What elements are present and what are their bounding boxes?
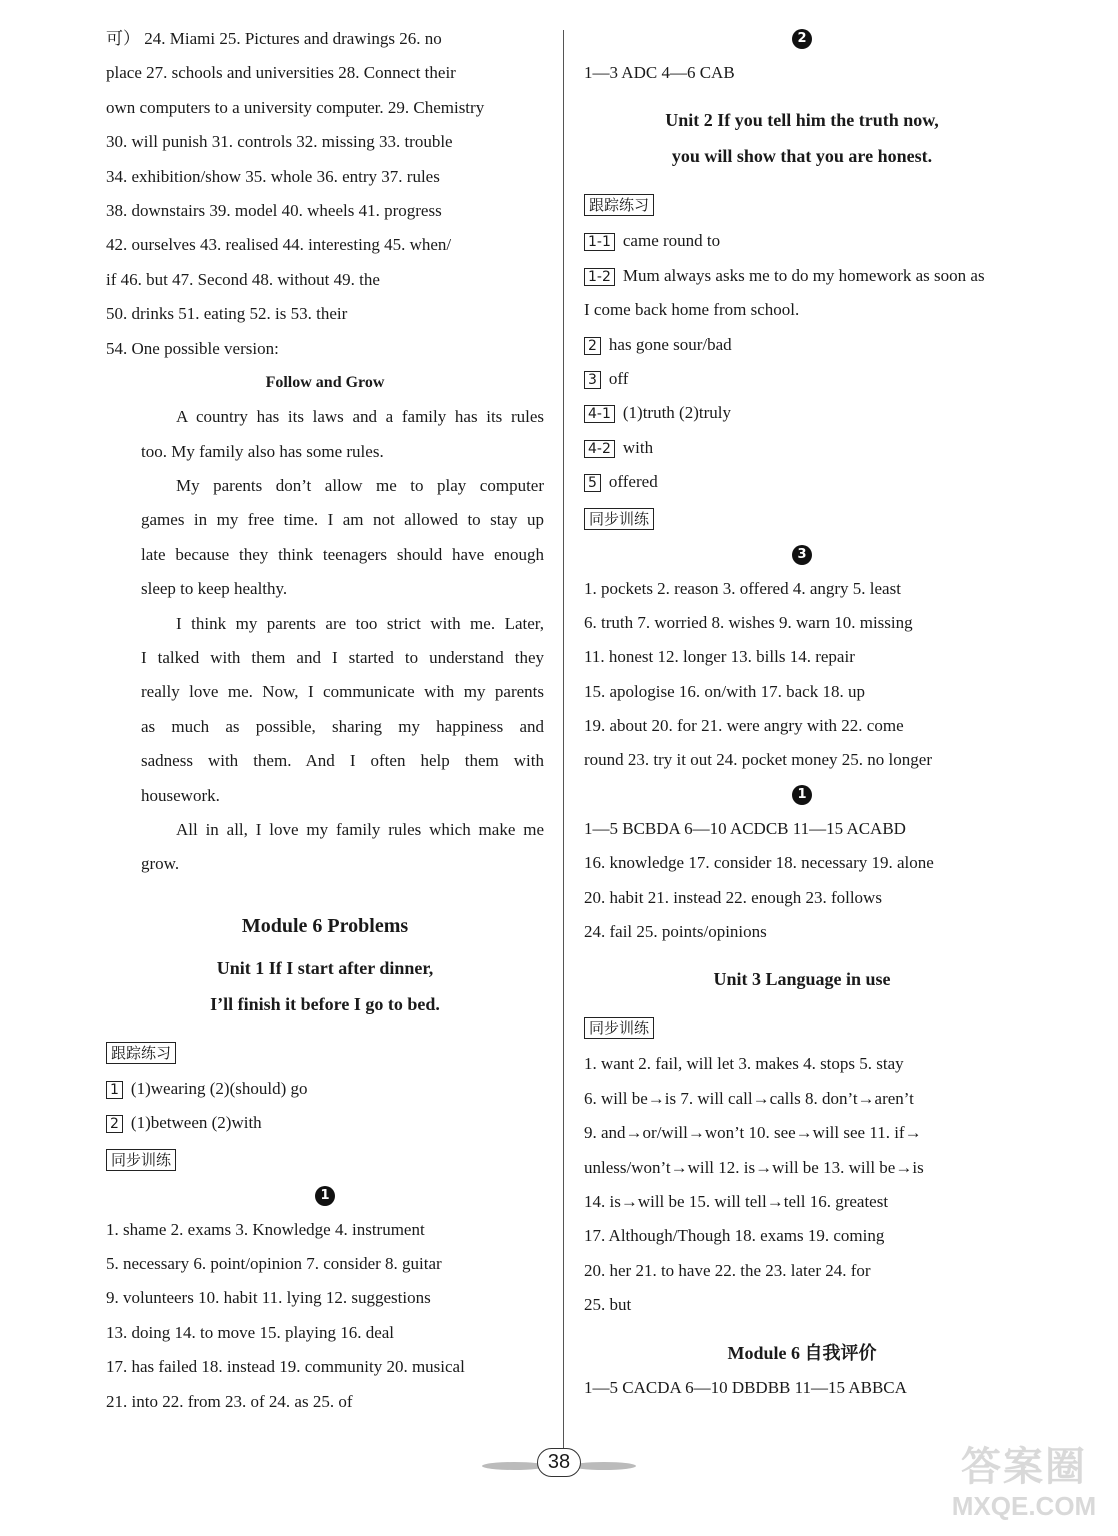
answer-line: place 27. schools and universities 28. Connect their: [106, 63, 456, 83]
answer-line: round 23. try it out 24. pocket money 25. no longer: [584, 750, 932, 770]
answer-line: 9. volunteers 10. habit 11. lying 12. suggestions: [106, 1288, 431, 1308]
section-number-icon: 2: [792, 29, 812, 49]
essay-line: sleep to keep healthy.: [141, 579, 288, 599]
section1-answers: [106, 1213, 544, 1419]
footer-ornament-right: [572, 1462, 636, 1470]
essay-title: Follow and Grow: [265, 373, 385, 391]
essay-body: [106, 400, 544, 881]
track-item: [584, 224, 1020, 258]
answer-line: 21. into 22. from 23. of 24. as 25. of: [106, 1391, 353, 1411]
item-number-box: 3: [584, 371, 601, 389]
answer-line: 20. habit 21. instead 22. enough 23. follows: [584, 887, 882, 907]
right-column: [584, 22, 1020, 1405]
section-number-icon: 1: [315, 1186, 335, 1206]
section3-answers: [584, 572, 1020, 778]
unit2-title-line2: you will show that you are honest.: [671, 146, 933, 167]
answer-line: 5. necessary 6. point/opinion 7. consider 8. guitar: [106, 1253, 442, 1273]
answer-lines-top: [106, 22, 544, 366]
unit1-title-line1: Unit 1 If I start after dinner,: [216, 957, 434, 978]
item-answer: with: [622, 437, 654, 457]
essay-line: as much as possible, sharing my happiness and: [141, 716, 544, 736]
answer-line: 19. about 20. for 21. were angry with 22. come: [584, 716, 904, 736]
essay-line: housework.: [141, 785, 220, 805]
module-eval-title: Module 6 自我评价: [727, 1342, 877, 1363]
track-item: [106, 1106, 544, 1140]
item-answer: I come back home from school.: [584, 300, 800, 320]
track-item: [584, 431, 1020, 465]
answer-line: 24. fail 25. points/opinions: [584, 922, 767, 942]
essay-line: games in my free time. I am not allowed to stay up: [141, 510, 544, 530]
unit3-answers: [584, 1047, 1020, 1322]
track-item: [584, 293, 1020, 327]
unit3-title: Unit 3 Language in use: [713, 969, 891, 990]
watermark-logo: 答案圈 MXQE.COM: [951, 1445, 1097, 1521]
left-column: [106, 22, 544, 1419]
track-item: [106, 1072, 544, 1106]
answer-line: 42. ourselves 43. realised 44. interesting 45. when/: [106, 235, 452, 255]
sync-training-badge: 同步训练: [106, 1149, 176, 1171]
item-number-box: 4-2: [584, 440, 615, 458]
answer-line: 34. exhibition/show 35. whole 36. entry 37. rules: [106, 166, 440, 186]
answer-line: 50. drinks 51. eating 52. is 53. their: [106, 304, 348, 324]
answer-line: 9. and→or/will→won’t 10. see→will see 11. if→: [584, 1123, 922, 1143]
unit2-title-line1: Unit 2 If you tell him the truth now,: [665, 110, 939, 131]
section4-answers: [584, 812, 1020, 950]
answer-line: 6. truth 7. worried 8. wishes 9. warn 10. missing: [584, 612, 913, 632]
item-number-box: 1-2: [584, 268, 615, 286]
column-divider: [563, 30, 564, 1470]
module-title: Module 6 Problems: [241, 914, 409, 937]
answer-line: 16. knowledge 17. consider 18. necessary 19. alone: [584, 853, 934, 873]
answer-line: 54. One possible version:: [106, 338, 279, 358]
item-answer: (1)wearing (2)(should) go: [130, 1078, 308, 1098]
item-number-box: 5: [584, 474, 601, 492]
essay-line: too. My family also has some rules.: [141, 441, 384, 461]
answer-line: 14. is→will be 15. will tell→tell 16. greatest: [584, 1191, 889, 1211]
answer-line: 6. will be→is 7. will call→calls 8. don’t→aren’t: [584, 1088, 914, 1108]
page-number: 38: [537, 1448, 581, 1477]
item-answer: offered: [608, 472, 658, 492]
item-number-box: 4-1: [584, 405, 615, 423]
answer-line: 11. honest 12. longer 13. bills 14. repair: [584, 647, 855, 667]
answer-line: 1. want 2. fail, will let 3. makes 4. stops 5. stay: [584, 1054, 904, 1074]
track-item: [584, 259, 1020, 293]
track-practice-list: [584, 224, 1020, 499]
track-practice-badge: 跟踪练习: [106, 1042, 176, 1064]
answer-line: 可） 24. Miami 25. Pictures and drawings 26. no: [106, 29, 442, 48]
item-answer: off: [608, 368, 629, 388]
sync-training-badge: 同步训练: [584, 1017, 654, 1039]
essay-line: really love me. Now, I communicate with my parents: [141, 682, 544, 702]
section-number-icon: 3: [792, 545, 812, 565]
answer-line: if 46. but 47. Second 48. without 49. the: [106, 269, 380, 289]
item-answer: has gone sour/bad: [608, 334, 732, 354]
answer-line: 38. downstairs 39. model 40. wheels 41. progress: [106, 200, 442, 220]
essay-line: I talked with them and I started to understand they: [141, 648, 544, 668]
item-answer: (1)between (2)with: [130, 1113, 262, 1133]
section-number-icon: 1: [792, 785, 812, 805]
item-answer: Mum always asks me to do my homework as soon as: [622, 265, 985, 285]
essay-line: sadness with them. And I often help them with: [141, 751, 544, 771]
track-item: [584, 465, 1020, 499]
answer-line: own computers to a university computer. 29. Chemistry: [106, 97, 485, 117]
answer-line: 17. has failed 18. instead 19. community 20. musical: [106, 1357, 465, 1377]
essay-line: I think my parents are too strict with me. Later,: [176, 613, 544, 633]
essay-line: All in all, I love my family rules which make me: [176, 819, 544, 839]
unit1-title-line2: I’ll finish it before I go to bed.: [210, 993, 440, 1014]
track-practice-list: [106, 1072, 544, 1141]
answer-line: 20. her 21. to have 22. the 23. later 24. for: [584, 1260, 871, 1280]
essay-line: My parents don’t allow me to play computer: [176, 476, 544, 496]
sync-training-badge: 同步训练: [584, 508, 654, 530]
answer-line: 1—5 BCBDA 6—10 ACDCB 11—15 ACABD: [584, 818, 906, 838]
essay-line: A country has its laws and a family has its rules: [176, 407, 544, 427]
item-number-box: 1: [106, 1081, 123, 1099]
answer-line: 25. but: [584, 1295, 632, 1315]
track-item: [584, 328, 1020, 362]
answer-line: 15. apologise 16. on/with 17. back 18. up: [584, 681, 865, 701]
item-answer: came round to: [622, 231, 721, 251]
track-item: [584, 396, 1020, 430]
track-item: [584, 362, 1020, 396]
answer-line: 13. doing 14. to move 15. playing 16. deal: [106, 1322, 395, 1342]
module-eval-answers: 1—5 CACDA 6—10 DBDBB 11—15 ABBCA: [584, 1377, 907, 1397]
answer-line: unless/won’t→will 12. is→will be 13. will be→is: [584, 1157, 924, 1177]
item-number-box: 2: [584, 337, 601, 355]
essay-line: late because they think teenagers should have enough: [141, 544, 544, 564]
track-practice-badge: 跟踪练习: [584, 194, 654, 216]
section2-answers: 1—3 ADC 4—6 CAB: [584, 63, 735, 82]
essay-line: grow.: [141, 854, 180, 874]
answer-line: 1. pockets 2. reason 3. offered 4. angry 5. least: [584, 578, 901, 598]
answer-line: 1. shame 2. exams 3. Knowledge 4. instrument: [106, 1219, 425, 1239]
answer-line: 30. will punish 31. controls 32. missing 33. trouble: [106, 132, 453, 152]
item-number-box: 1-1: [584, 233, 615, 251]
item-number-box: 2: [106, 1115, 123, 1133]
answer-line: 17. Although/Though 18. exams 19. coming: [584, 1226, 885, 1246]
item-answer: (1)truth (2)truly: [622, 403, 731, 423]
